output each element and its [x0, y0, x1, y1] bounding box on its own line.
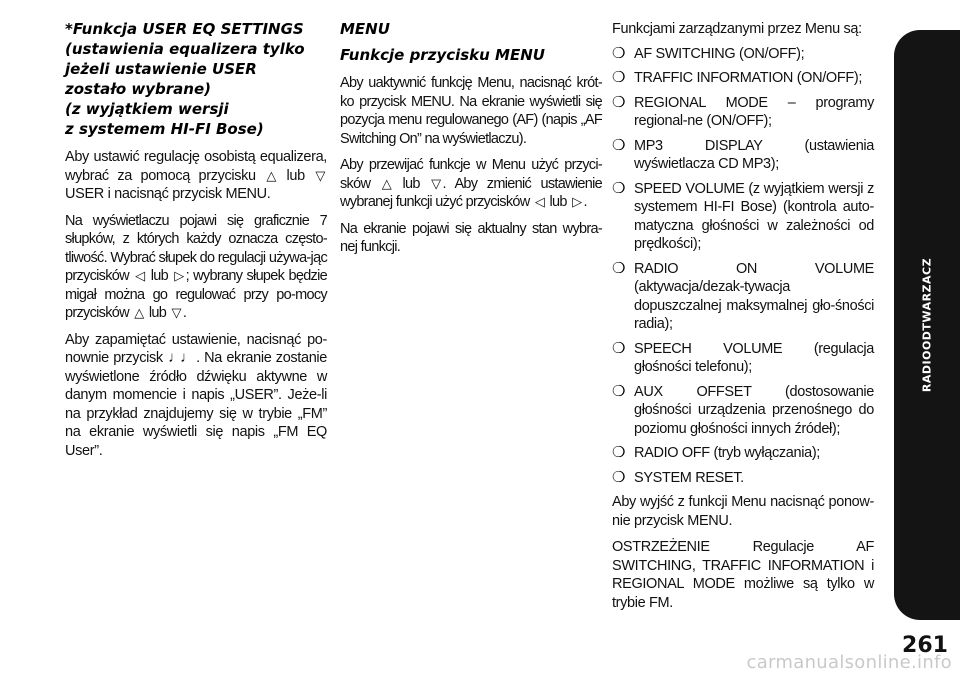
down-arrow-icon: ▽ — [315, 167, 325, 183]
bullet-circle-icon: ❍ — [612, 136, 626, 154]
list-item: ❍ AF SWITCHING (ON/OFF); — [612, 44, 805, 62]
music-note-icon: ♩♩ — [168, 349, 193, 366]
section-heading-menu — [340, 20, 602, 64]
paragraph: Na ekranie pojawi się aktualny stan wybra-nej funkcji. — [340, 220, 602, 255]
list-item: ❍ SPEECH VOLUME (regulacja głośności telefonu); — [612, 339, 874, 375]
paragraph: Aby ustawić regulację osobistą equalizera, wybrać za pomocą przycisku △ lub ▽ USER i nacisnąć przycisk MENU. — [65, 149, 327, 202]
list-item: ❍ SPEED VOLUME (z wyjątkiem wersji z systemem HI-FI Bose) (kontrola auto-matyczna głośności w zależności od prędkości); — [612, 179, 874, 252]
heading-line: (ustawienia equalizera tylko — [65, 40, 305, 58]
menu-function-list — [612, 45, 874, 488]
up-arrow-icon: △ — [381, 175, 392, 191]
paragraph: Aby zapamiętać ustawienie, nacisnąć po-nownie przycisk ♩♩ . Na ekranie zostanie wyświetlone źródło dźwięku aktywne w danym momencie i napis „USER”. Jeże-li na przykład znajdujemy się w trybie „FM” na ekranie wyświetli się napis „FM EQ User”. — [65, 331, 327, 459]
bullet-circle-icon: ❍ — [612, 179, 626, 197]
list-item: ❍ RADIO OFF (tryb wyłączania); — [612, 444, 820, 461]
bullet-circle-icon: ❍ — [612, 69, 626, 86]
column-menu-functions — [612, 20, 874, 620]
bullet-circle-icon: ❍ — [612, 93, 626, 111]
column-menu — [340, 20, 602, 265]
list-item: ❍ MP3 DISPLAY (ustawienia wyświetlacza CD MP3); — [612, 136, 874, 172]
heading-line: (z wyjątkiem wersji — [65, 100, 229, 118]
list-item: ❍ TRAFFIC INFORMATION (ON/OFF); — [612, 69, 862, 86]
heading-line: jeżeli ustawienie USER — [65, 60, 257, 78]
left-arrow-icon: ◁ — [135, 268, 145, 283]
down-arrow-icon: ▽ — [171, 305, 181, 320]
section-side-label: RADIOODTWARZACZ — [920, 257, 934, 393]
bullet-circle-icon: ❍ — [612, 339, 626, 357]
column-user-eq — [65, 20, 327, 468]
bullet-circle-icon: ❍ — [612, 382, 626, 400]
section-heading-user-eq — [65, 20, 327, 138]
watermark: carmanualsonline.info — [746, 652, 952, 673]
paragraph: Aby wyjść z funkcji Menu nacisnąć ponow-nie przycisk MENU. — [612, 494, 874, 529]
heading-line: z systemem HI-FI Bose) — [65, 120, 264, 138]
list-item: ❍ SYSTEM RESET. — [612, 468, 744, 486]
heading-menu: MENU — [340, 20, 390, 38]
list-intro: Funkcjami zarządzanymi przez Menu są: — [612, 21, 862, 37]
right-arrow-icon: ▷ — [174, 268, 184, 283]
heading-line: zostało wybrane) — [65, 80, 212, 98]
heading-line: *Funkcja USER EQ SETTINGS — [65, 20, 304, 38]
bullet-circle-icon: ❍ — [612, 468, 626, 486]
up-arrow-icon: △ — [134, 305, 144, 320]
bullet-circle-icon: ❍ — [612, 444, 626, 461]
page-number: 261 — [902, 633, 948, 658]
bullet-circle-icon: ❍ — [612, 259, 626, 277]
section-side-tab — [894, 30, 960, 620]
heading-menu-functions: Funkcje przycisku MENU — [340, 46, 545, 64]
paragraph: Aby uaktywnić funkcję Menu, nacisnąć krót-ko przycisk MENU. Na ekranie wyświetli się pozycja menu regulowanego (AF) (napis „AF Switching On” na wyświetlaczu). — [340, 75, 602, 147]
left-arrow-icon: ◁ — [534, 194, 545, 209]
warning-paragraph: OSTRZEŻENIE Regulacje AF SWITCHING, TRAFFIC INFORMATION i REGIONAL MODE możliwe są tylko w trybie FM. — [612, 539, 874, 611]
down-arrow-icon: ▽ — [431, 175, 441, 191]
right-arrow-icon: ▷ — [572, 194, 582, 209]
bullet-circle-icon: ❍ — [612, 44, 626, 62]
list-item: ❍ RADIO ON VOLUME (aktywacja/dezak-tywacja dopuszczalnej maksymalnej gło-śności radia); — [612, 259, 874, 332]
paragraph: Aby przewijać funkcje w Menu użyć przyci-sków △ lub ▽ . Aby zmienić ustawienie wybranej funkcji użyć przycisków ◁ lub ▷ . — [340, 157, 602, 210]
up-arrow-icon: △ — [266, 167, 276, 183]
paragraph: Na wyświetlaczu pojawi się graficznie 7 słupków, z których każdy oznacza często-tliwość. Wybrać słupek do regulacji używa-jąc przycisków ◁ lub ▷ ; wybrany słupek będzie migał można go regulować przy po-mocy przycisków △ lub ▽ . — [65, 212, 327, 321]
list-item: ❍ REGIONAL MODE – programy regional-ne (ON/OFF); — [612, 93, 874, 129]
list-item: ❍ AUX OFFSET (dostosowanie głośności urządzenia przenośnego do poziomu głośności innych źródeł); — [612, 382, 874, 437]
